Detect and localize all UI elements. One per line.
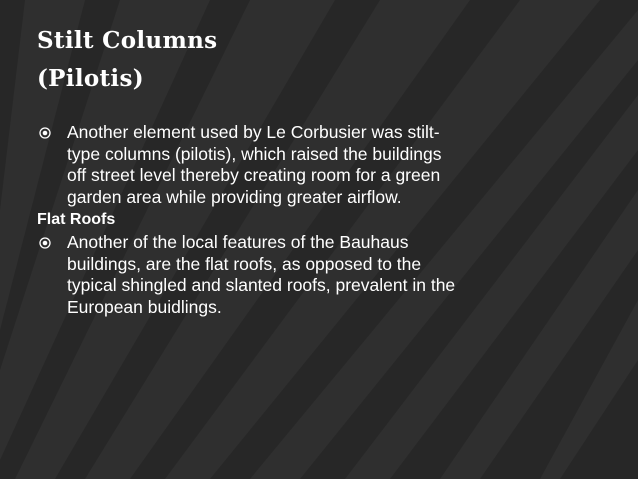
target-bullet-icon [39, 237, 51, 249]
bullet-1-line-1: Another element used by Le Corbusier was stilt- [67, 122, 440, 142]
bullet-item-1 [37, 122, 597, 208]
bullet-item-2 [37, 232, 597, 318]
bullet-2-line-3: typical shingled and slanted roofs, prevalent in the [67, 275, 456, 295]
bullet-1-line-4: garden area while providing greater airflow. [67, 186, 402, 207]
bullet-1-line-3: off street level thereby creating room for a green [67, 165, 441, 185]
title-line-2: (Pilotis) [37, 65, 144, 92]
bullet-1-line-2: type columns (pilotis), which raised the buildings [67, 143, 442, 164]
bullet-2-line-2: buildings, are the flat roofs, as opposed to the [67, 253, 422, 274]
bullet-2-line-1: Another of the local features of the Bauhaus [67, 232, 409, 252]
target-bullet-icon [39, 127, 51, 139]
title-line-1: Stilt Columns [37, 27, 218, 54]
bullet-2-line-4: European buidlings. [67, 296, 222, 317]
slide-title [37, 22, 597, 98]
section-heading-flat-roofs: Flat Roofs [37, 211, 116, 228]
slide-content [37, 122, 597, 318]
